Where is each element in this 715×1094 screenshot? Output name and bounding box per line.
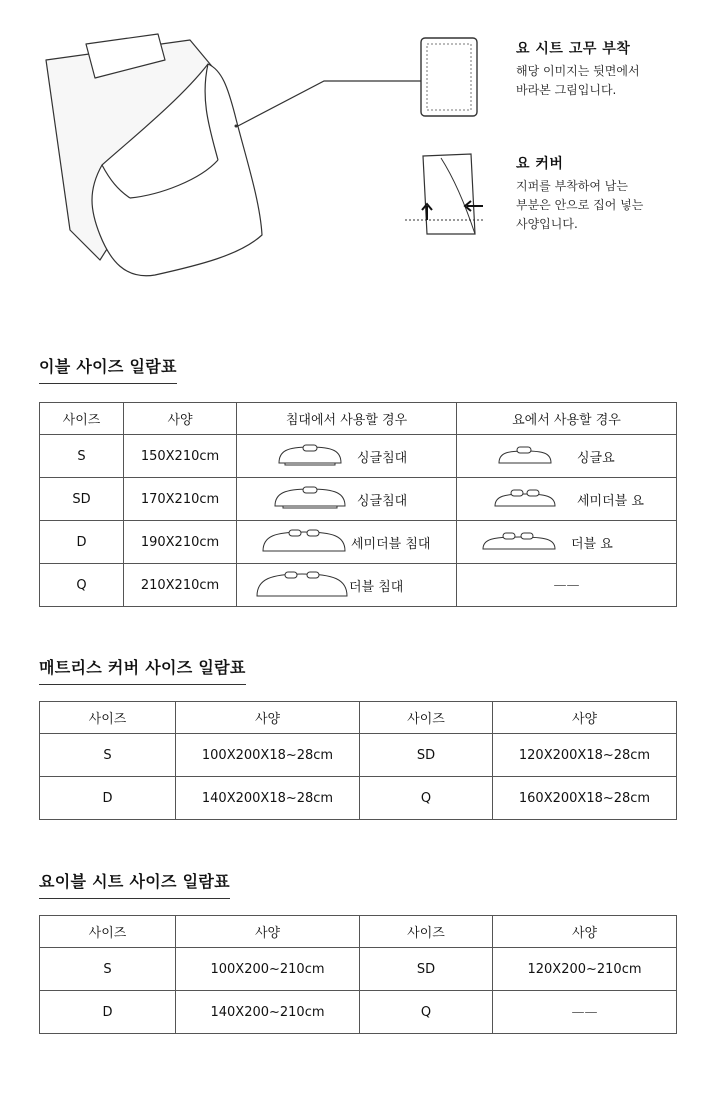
header-cell: 사이즈 xyxy=(360,916,493,948)
header-cell: 사이즈 xyxy=(40,403,124,435)
yo-label: 세미더블 요 xyxy=(577,493,644,509)
header-cell: 사양 xyxy=(176,702,360,734)
yo-cell xyxy=(457,521,677,564)
bed-cell xyxy=(237,435,457,478)
bed-cell xyxy=(237,521,457,564)
size-cell: S xyxy=(40,948,176,991)
single-yo-icon xyxy=(467,441,577,471)
spec-cell: 210X210cm xyxy=(124,564,237,607)
spec-cell: 140X200~210cm xyxy=(176,991,360,1034)
table-row xyxy=(40,991,677,1034)
bed-label: 싱글침대 xyxy=(357,450,408,466)
size-cell: D xyxy=(40,991,176,1034)
mattress-size-table xyxy=(39,701,677,820)
cover-note-title: 요 커버 xyxy=(516,156,564,172)
size-cell: Q xyxy=(360,991,493,1034)
header-cell: 사이즈 xyxy=(360,702,493,734)
size-cell: SD xyxy=(360,734,493,777)
semi-double-yo-icon xyxy=(467,484,577,514)
header-cell: 요에서 사용할 경우 xyxy=(457,403,677,435)
spec-cell: 170X210cm xyxy=(124,478,237,521)
yosheet-size-table xyxy=(39,915,677,1034)
size-cell: Q xyxy=(40,564,124,607)
bed-cell xyxy=(237,564,457,607)
table-row xyxy=(40,734,677,777)
pointer-line xyxy=(230,75,425,135)
yo-label: 더블 요 xyxy=(571,536,613,552)
spec-cell: 140X200X18~28cm xyxy=(176,777,360,820)
spec-cell: 160X200X18~28cm xyxy=(493,777,677,820)
yo-cell xyxy=(457,478,677,521)
table-row xyxy=(40,948,677,991)
double-yo-icon xyxy=(461,527,571,557)
spec-cell: 150X210cm xyxy=(124,435,237,478)
spec-cell: 120X200X18~28cm xyxy=(493,734,677,777)
header-cell: 사양 xyxy=(176,916,360,948)
table-row xyxy=(40,478,677,521)
mattress-section-title: 매트리스 커버 사이즈 일람표 xyxy=(39,655,246,685)
single-bed-icon xyxy=(247,484,357,514)
spec-cell: —— xyxy=(493,991,677,1034)
size-cell: S xyxy=(40,435,124,478)
spec-cell: 190X210cm xyxy=(124,521,237,564)
single-bed-icon xyxy=(247,441,357,471)
yo-label: 싱글요 xyxy=(577,450,615,466)
spec-cell: 100X200X18~28cm xyxy=(176,734,360,777)
table-row xyxy=(40,435,677,478)
table-row xyxy=(40,521,677,564)
table-header-row xyxy=(40,916,677,948)
bed-cell xyxy=(237,478,457,521)
semi-double-bed-icon xyxy=(241,527,351,557)
size-cell: D xyxy=(40,521,124,564)
cover-zipper-icon xyxy=(405,150,487,240)
size-cell: Q xyxy=(360,777,493,820)
size-cell: SD xyxy=(360,948,493,991)
size-cell: SD xyxy=(40,478,124,521)
yo-cell: —— xyxy=(457,564,677,607)
sheet-note-title: 요 시트 고무 부착 xyxy=(516,41,631,57)
spec-cell: 100X200~210cm xyxy=(176,948,360,991)
yosheet-section-title: 요이블 시트 사이즈 일람표 xyxy=(39,869,230,899)
size-cell: D xyxy=(40,777,176,820)
yo-cell xyxy=(457,435,677,478)
bedding-illustration xyxy=(40,30,290,290)
header-cell: 침대에서 사용할 경우 xyxy=(237,403,457,435)
blanket-size-table xyxy=(39,402,677,607)
bed-label: 세미더블 침대 xyxy=(351,536,431,552)
bed-label: 싱글침대 xyxy=(357,493,408,509)
bed-label: 더블 침대 xyxy=(349,579,404,595)
header-cell: 사이즈 xyxy=(40,702,176,734)
header-cell: 사양 xyxy=(493,916,677,948)
header-cell: 사양 xyxy=(124,403,237,435)
table-header-row xyxy=(40,702,677,734)
blanket-section-title: 이블 사이즈 일람표 xyxy=(39,354,177,384)
table-header-row xyxy=(40,403,677,435)
header-cell: 사양 xyxy=(493,702,677,734)
size-cell: S xyxy=(40,734,176,777)
header-cell: 사이즈 xyxy=(40,916,176,948)
double-bed-icon xyxy=(239,570,349,600)
sheet-note-body: 해당 이미지는 뒷면에서 바라본 그림입니다. xyxy=(516,64,640,97)
spec-cell: 120X200~210cm xyxy=(493,948,677,991)
cover-note-body: 지퍼를 부착하여 남는 부분은 안으로 집어 넣는 사양입니다. xyxy=(516,179,644,231)
table-row xyxy=(40,777,677,820)
sheet-elastic-icon xyxy=(419,36,479,118)
table-row xyxy=(40,564,677,607)
